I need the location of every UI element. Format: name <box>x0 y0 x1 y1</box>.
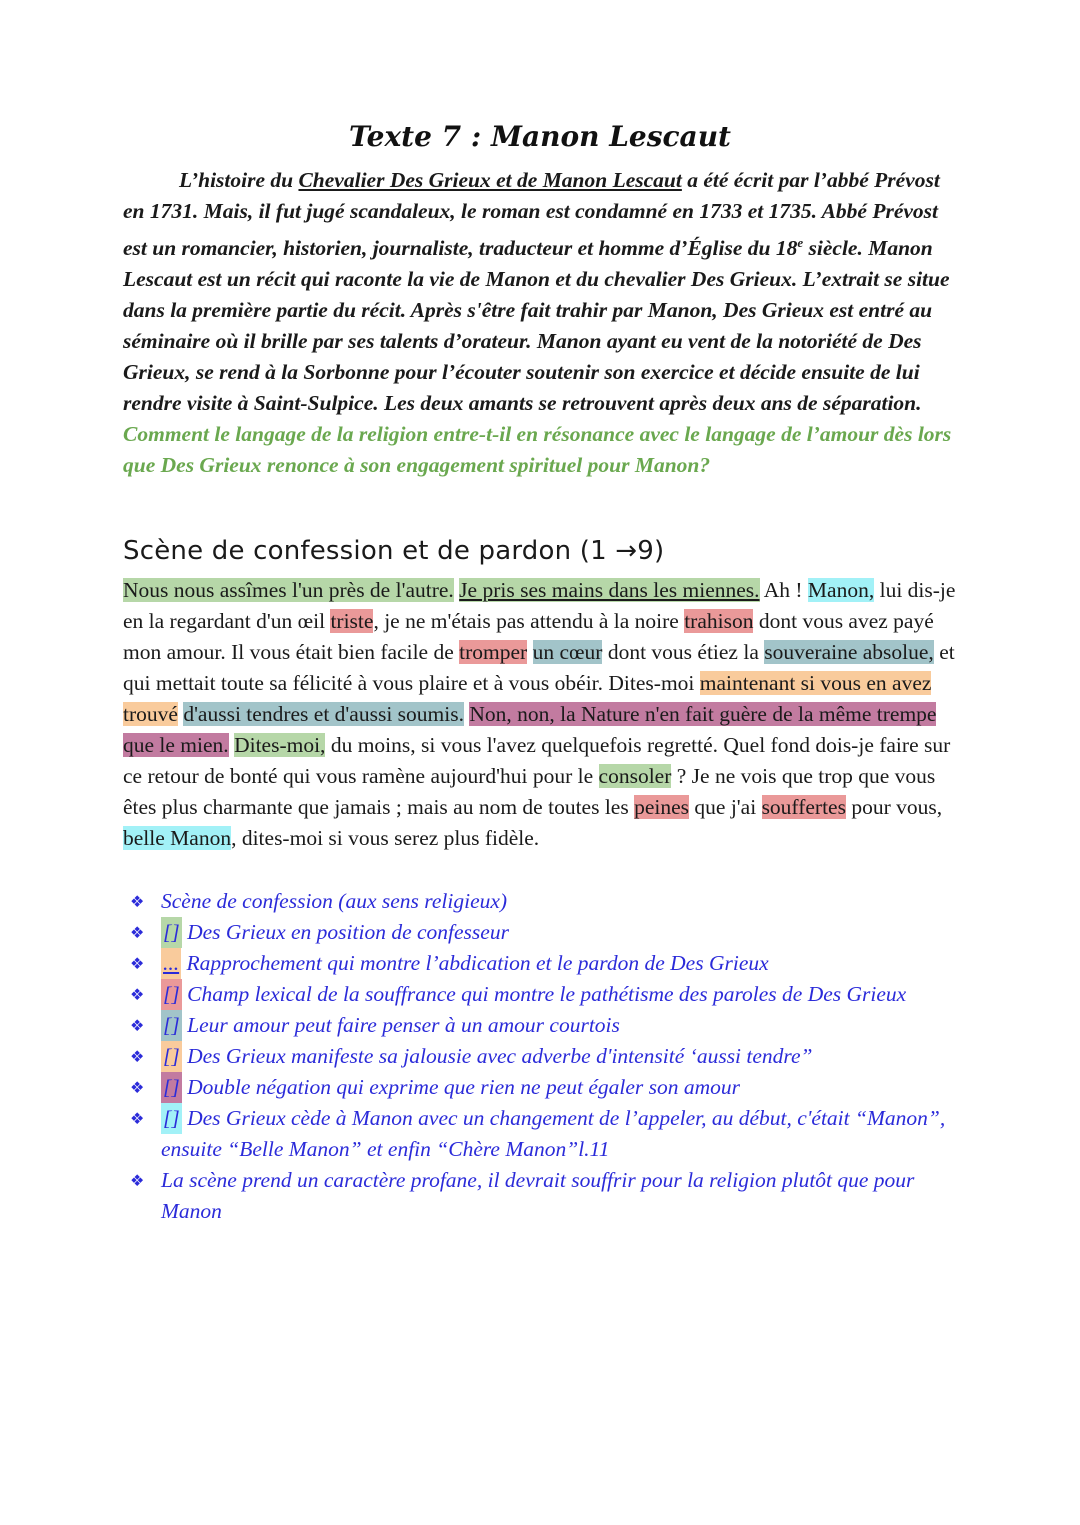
list-item <box>130 886 960 917</box>
text: que j'ai <box>689 795 762 819</box>
intro-text: a été écrit par l’abbé Prévost en 1731. Mais, il fut jugé scandaleux, le roman est condamné en 1733 et 1735. Abbé Prévost est un romancier, historien, journaliste, traducteur et homme d’Église du 18 <box>123 168 940 261</box>
diamond-bullet-icon: ❖ <box>130 1109 145 1128</box>
list-item <box>130 1165 960 1227</box>
note-text: Leur amour peut faire penser à un amour courtois <box>181 1013 620 1037</box>
highlight-green: Dites-moi, <box>234 733 326 757</box>
color-marker: [] <box>161 1103 182 1134</box>
list-item <box>130 1072 960 1103</box>
diamond-bullet-icon: ❖ <box>130 985 145 1004</box>
list-item <box>130 1041 960 1072</box>
intro-text: siècle. Manon Lescaut est un récit qui raconte la vie de Manon et du chevalier Des Grieux. L’extrait se situe dans la première partie du récit. Après s'être fait trahir par Manon, Des Grieux est entré au séminaire où il brille par ses talents d’orateur. Manon ayant eu vent de la notoriété de Des Grieux, se rend à la Sorbonne pour l’écouter soutenir son exercice et décide ensuite de lui rendre visite à Saint-Sulpice. Les deux amants se retrouvent après deux ans de séparation. <box>123 236 950 416</box>
highlight-green: Je pris ses mains dans les miennes. <box>459 578 760 602</box>
highlight-red: peines <box>634 795 690 819</box>
highlight-red: souffertes <box>761 795 846 819</box>
color-marker: [] <box>161 1041 182 1072</box>
highlight-orange: maintenant si vous en avez trouvé <box>123 671 932 726</box>
text: et qui mettait toute sa félicité à vous plaire et à vous obéir. Dites-moi <box>123 640 955 695</box>
highlight-red: tromper <box>459 640 528 664</box>
text: du moins, si vous l'avez quelquefois regretté. Quel fond dois-je faire sur ce retour de bonté qui vous ramène aujourd'hui pour le <box>123 733 951 788</box>
intro-text: L’histoire du <box>179 168 299 192</box>
list-item <box>130 1010 960 1041</box>
diamond-bullet-icon: ❖ <box>130 954 145 973</box>
color-marker: [] <box>161 979 182 1010</box>
diamond-bullet-icon: ❖ <box>130 1171 145 1190</box>
diamond-bullet-icon: ❖ <box>130 1016 145 1035</box>
section-title: Scène de confession et de pardon (1 →9) <box>123 536 665 566</box>
highlight-slate: un cœur <box>532 640 603 664</box>
text: dont vous étiez la <box>602 640 765 664</box>
highlight-slate: d'aussi tendres et d'aussi soumis. <box>183 702 464 726</box>
text: , dites-moi si vous serez plus fidèle. <box>231 826 540 850</box>
text: dont vous avez payé mon amour. Il vous était bien facile de <box>123 609 934 664</box>
problematic-question: Comment le langage de la religion entre-t-il en résonance avec le langage de l’amour dès lors que Des Grieux renonce à son engagement spirituel pour Manon? <box>123 422 952 478</box>
highlight-red: trahison <box>684 609 754 633</box>
highlight-cyan: Manon, <box>807 578 875 602</box>
excerpt-passage <box>123 575 968 854</box>
text: Ah ! <box>759 578 808 602</box>
color-marker: [] <box>161 917 182 948</box>
text: lui dis-je en la regardant d'un œil <box>123 578 956 633</box>
highlight-green: consoler <box>598 764 672 788</box>
note-text: La scène prend un caractère profane, il devrait souffrir pour la religion plutôt que pour Manon <box>161 1168 915 1223</box>
diamond-bullet-icon: ❖ <box>130 1047 145 1066</box>
diamond-bullet-icon: ❖ <box>130 892 145 911</box>
note-text: Des Grieux manifeste sa jalousie avec adverbe d'intensité ‘aussi tendre” <box>181 1044 813 1068</box>
note-text: Rapprochement qui montre l’abdication et le pardon de Des Grieux <box>181 951 769 975</box>
intro-superscript: e <box>797 235 804 250</box>
document-title: Texte 7 : Manon Lescaut <box>349 120 731 153</box>
note-text: Champ lexical de la souffrance qui montre le pathétisme des paroles de Des Grieux <box>181 982 907 1006</box>
diamond-bullet-icon: ❖ <box>130 1078 145 1097</box>
text: ? Je ne vois que trop que vous êtes plus charmante que jamais ; mais au nom de toutes les <box>123 764 936 819</box>
color-marker: [] <box>161 1072 182 1103</box>
highlight-cyan: belle Manon <box>123 826 232 850</box>
note-text: Des Grieux cède à Manon avec un changement de l’appeler, au début, c'était “Manon”, ensuite “Belle Manon” et enfin “Chère Manon”l.11 <box>161 1106 946 1161</box>
diamond-bullet-icon: ❖ <box>130 923 145 942</box>
text <box>527 640 532 664</box>
note-text: Scène de confession (aux sens religieux) <box>161 889 508 913</box>
list-item <box>130 948 960 979</box>
note-text: Double négation qui exprime que rien ne peut égaler son amour <box>181 1075 741 1099</box>
color-marker: ... <box>161 948 181 979</box>
highlight-green: Nous nous assîmes l'un près de l'autre. <box>123 578 454 602</box>
note-text: Des Grieux en position de confesseur <box>181 920 509 944</box>
highlight-slate: souveraine absolue, <box>764 640 934 664</box>
color-marker: [] <box>161 1010 182 1041</box>
highlight-purple: Non, non, la Nature n'en fait guère de la même trempe que le mien. <box>123 702 937 757</box>
list-item <box>130 979 960 1010</box>
text: pour vous, <box>845 795 943 819</box>
work-title: Chevalier Des Grieux et de Manon Lescaut <box>298 168 682 192</box>
highlight-red: triste <box>330 609 374 633</box>
analysis-notes-list <box>130 886 960 1227</box>
list-item <box>130 917 960 948</box>
list-item <box>130 1103 960 1165</box>
introduction-paragraph <box>123 165 963 481</box>
text: , je ne m'étais pas attendu à la noire <box>373 609 685 633</box>
